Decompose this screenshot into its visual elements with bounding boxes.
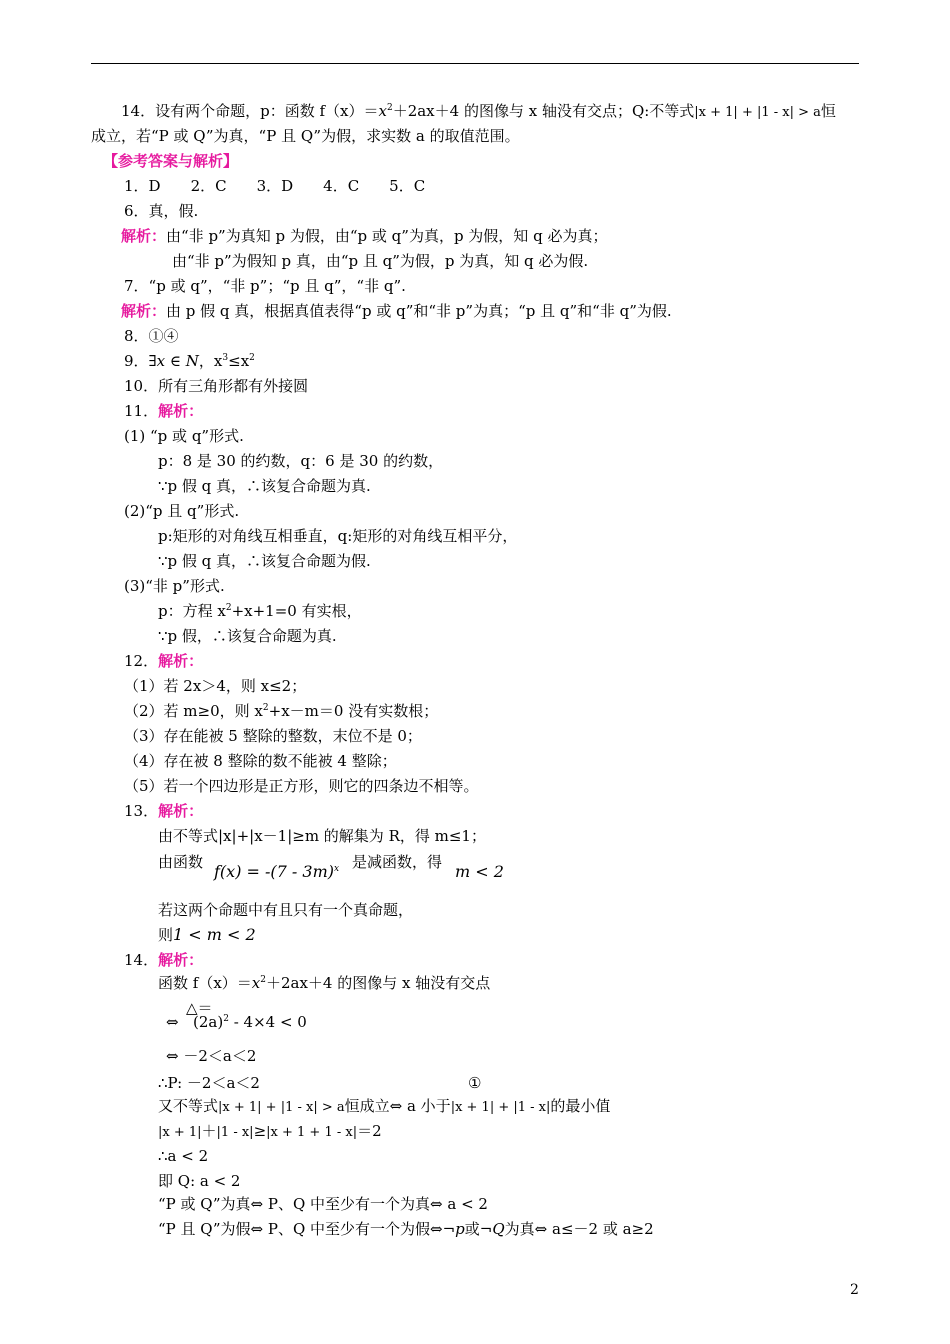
answer-12-item-5: （5）若一个四边形是正方形，则它的四条边不相等。 bbox=[124, 777, 479, 795]
answers-heading: 【参考答案与解析】 bbox=[103, 152, 239, 170]
answer-13-line-4: 则1 < m < 2 bbox=[158, 925, 256, 944]
answer-13-line-1: 由不等式|x|+|x－1|≥m 的解集为 R，得 m≤1； bbox=[158, 827, 486, 845]
question-14-line2: 成立，若“P 或 Q”为真，“P 且 Q”为假，求实数 a 的取值范围。 bbox=[91, 127, 520, 145]
answer-11-part-3: (3)“非 p”形式. bbox=[124, 577, 225, 595]
answer-6: 6．真，假. bbox=[124, 202, 199, 220]
answer-14-line-7: ∴a < 2 bbox=[158, 1147, 209, 1165]
answer-11-part-1a: p：8 是 30 的约数，q：6 是 30 的约数， bbox=[158, 452, 444, 470]
answer-14-line-8: 即 Q: a < 2 bbox=[158, 1172, 241, 1190]
answer-14-line-10: “P 且 Q”为假⇔ P、Q 中至少有一个为假⇔¬p或¬Q为真⇔ a≤－2 或 a≥2 bbox=[158, 1220, 654, 1238]
answer-12-item-4: （4）存在被 8 整除的数不能被 4 整除； bbox=[124, 752, 397, 770]
answer-6-explanation-1: 解析：由“非 p”为真知 p 为假，由“p 或 q”为真，p 为假，知 q 必为真； bbox=[121, 227, 608, 245]
answer-9: 9．∃x ∈ N，$x^3\le x^2$ bbox=[124, 352, 255, 370]
answer-14-delta: △＝ bbox=[186, 999, 213, 1017]
header-rule bbox=[91, 63, 859, 64]
answer-14-line-6: |x + 1|＋|1 - x|≥|x + 1 + 1 - x|＝2 bbox=[158, 1122, 382, 1140]
answer-14-discriminant: $(2a)^2 - 4\times 4 < 0$ bbox=[193, 1013, 307, 1031]
answer-14-iff-1: ⇔ bbox=[166, 1013, 179, 1031]
page-number: 2 bbox=[850, 1282, 859, 1298]
answers-1-5: 1．D 2．C 3．D 4．C 5．C bbox=[124, 177, 426, 195]
answer-11: 11．解析： bbox=[124, 402, 204, 420]
answer-14-line-5: 又不等式|x + 1| + |1 - x| > a恒成立⇔ a 小于|x + 1| + |1 - x|的最小值 bbox=[158, 1097, 611, 1115]
answer-11-part-3b: ∵p 假，∴该复合命题为真. bbox=[158, 627, 337, 645]
answer-10: 10．所有三角形都有外接圆 bbox=[124, 377, 309, 395]
answer-13-line-2a: 由函数 bbox=[158, 853, 204, 871]
answer-7-explanation: 解析：由 p 假 q 真，根据真值表得“p 或 q”和“非 p”为真；“p 且 q”和“非 q”为假. bbox=[121, 302, 672, 320]
answer-7: 7．“p 或 q”，“非 p”；“p 且 q”，“非 q”. bbox=[124, 277, 406, 295]
answer-11-part-1b: ∵p 假 q 真，∴该复合命题为真. bbox=[158, 477, 371, 495]
answer-14: 14．解析： bbox=[124, 951, 204, 969]
answer-11-part-2a: p:矩形的对角线互相垂直，q:矩形的对角线互相平分， bbox=[158, 527, 518, 545]
answer-13: 13．解析： bbox=[124, 802, 204, 820]
answer-6-explanation-2: 由“非 p”为假知 p 真，由“p 且 q”为假，p 为真，知 q 必为假. bbox=[172, 252, 589, 270]
answer-14-line-9: “P 或 Q”为真⇔ P、Q 中至少有一个为真⇔ a < 2 bbox=[158, 1195, 488, 1213]
answer-14-line-1: 函数 $f(x)=x^2+2ax+4$ 的图像与 x 轴没有交点 bbox=[158, 974, 491, 992]
answer-11-part-2: (2)“p 且 q”形式. bbox=[124, 502, 240, 520]
answer-12-item-2: （2）若 m≥0，则 $x^2+x-m=0$ 没有实数根； bbox=[124, 702, 439, 720]
answer-11-part-1: (1) “p 或 q”形式. bbox=[124, 427, 244, 445]
answer-14-range: ⇔ －2＜a＜2 bbox=[166, 1047, 257, 1065]
answer-13-m-bound: m < 2 bbox=[455, 862, 504, 881]
answer-11-part-2b: ∵p 假 q 真，∴该复合命题为假. bbox=[158, 552, 371, 570]
answer-14-circled-1: ① bbox=[468, 1074, 482, 1092]
answer-14-p-condition: ∴P: －2＜a＜2 bbox=[158, 1074, 260, 1092]
answer-13-line-2b: 是减函数，得 bbox=[352, 853, 443, 871]
answer-13-line-3: 若这两个命题中有且只有一个真命题， bbox=[158, 901, 414, 919]
answer-12-item-1: （1）若 2x＞4，则 x≤2； bbox=[124, 677, 307, 695]
answer-8: 8．①④ bbox=[124, 327, 179, 345]
answer-11-part-3a: p：方程 $x^2+x+1=0$ 有实根， bbox=[158, 602, 362, 620]
answer-13-function: f(x) = -(7 - 3m)$^x$ bbox=[214, 862, 340, 881]
answer-12: 12．解析： bbox=[124, 652, 204, 670]
question-14-line1: 14．设有两个命题，p：函数 $f(x)=x^2+2ax+4$ 的图像与 x 轴没有交点；Q:不等式|x + 1| + |1 - x| > a恒 bbox=[121, 102, 836, 120]
answer-12-item-3: （3）存在能被 5 整除的整数，末位不是 0； bbox=[124, 727, 422, 745]
